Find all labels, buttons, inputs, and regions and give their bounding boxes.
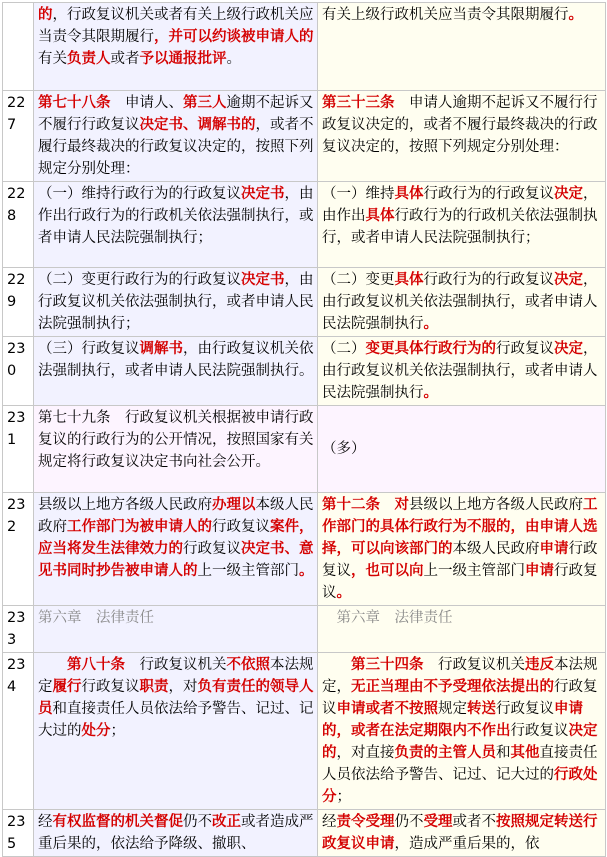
changed-text: 。 bbox=[423, 385, 438, 401]
changed-text: 申请或者不按照 bbox=[336, 701, 438, 717]
unchanged-text: ，造成严重后果的，依 bbox=[394, 836, 540, 852]
unchanged-text: 行政复议机关 bbox=[125, 657, 227, 673]
right-cell bbox=[318, 406, 606, 493]
changed-text: 决定 bbox=[554, 272, 583, 288]
unchanged-text: 第六章 法律责任 bbox=[322, 610, 453, 626]
changed-text: 变更具体行政行为的 bbox=[365, 341, 496, 357]
row-number: 227 bbox=[3, 91, 34, 182]
unchanged-text: 行政复议机关 bbox=[423, 657, 525, 673]
unchanged-text: 仍不 bbox=[394, 814, 424, 830]
left-cell bbox=[34, 406, 318, 493]
right-cell bbox=[318, 91, 606, 182]
changed-text: 。 bbox=[423, 316, 438, 332]
changed-text: 第七十八条 bbox=[38, 95, 111, 111]
changed-text: 决定书、意见书同时抄告被申请人的 bbox=[38, 541, 314, 579]
changed-text: 申请的，或者在法定期限内不作出 bbox=[322, 701, 583, 739]
unchanged-text: 第七十九条 行政复议机关根据被申请行政复议的行政行为的公开情况，按照国家有关规定将行政复议决定书向社会公开。 bbox=[38, 410, 314, 470]
changed-text: 负责的主管人员 bbox=[394, 745, 496, 761]
row-number: 232 bbox=[3, 493, 34, 606]
unchanged-text bbox=[322, 657, 351, 673]
left-cell bbox=[34, 268, 318, 337]
changed-text: 决定 bbox=[554, 341, 583, 357]
table-row bbox=[3, 91, 606, 182]
left-cell bbox=[34, 606, 318, 653]
changed-text: 调解书 bbox=[139, 341, 183, 357]
unchanged-text: 行政复议 bbox=[496, 701, 554, 717]
unchanged-text: 上一级主管部门 bbox=[423, 563, 525, 579]
unchanged-text: 逾期不起诉又不履行行政复议 bbox=[38, 95, 314, 133]
unchanged-text: 本法规定 bbox=[38, 657, 314, 695]
unchanged-text: （三）行政复议 bbox=[38, 341, 140, 357]
changed-text: 案件，应当将发生法律效力的 bbox=[38, 519, 314, 557]
unchanged-text: 规定 bbox=[438, 701, 467, 717]
unchanged-text: 申请人逾期不起诉又不履行行政复议决定的，或者不履行最终裁决的行政复议决定的，按照下列规定分别处理： bbox=[322, 95, 598, 155]
table-row bbox=[3, 493, 606, 606]
comparison-table-body bbox=[3, 3, 606, 857]
unchanged-text: ，对 bbox=[168, 679, 198, 695]
changed-text: 第三十四条 bbox=[351, 657, 424, 673]
changed-text: 不依照 bbox=[226, 657, 270, 673]
row-number bbox=[3, 3, 34, 91]
row-number: 234 bbox=[3, 653, 34, 810]
unchanged-text: ，由行政复议机关依法强制执行，或者申请人民法院强制执行。 bbox=[38, 341, 314, 379]
unchanged-text: 县级以上地方各级人民政府 bbox=[38, 497, 212, 513]
unchanged-text: 有关 bbox=[38, 51, 67, 67]
unchanged-text: ，由行政复议机关依法强制执行，或者申请人民法院强制执行； bbox=[38, 272, 314, 332]
unchanged-text: 本法规定， bbox=[322, 657, 598, 695]
unchanged-text: 第六章 法律责任 bbox=[38, 610, 154, 626]
unchanged-text: 行政行为的行政复议 bbox=[423, 272, 554, 288]
changed-text: 改正 bbox=[212, 814, 241, 830]
unchanged-text: 行政复议 bbox=[212, 519, 270, 535]
changed-text: 决定书 bbox=[241, 272, 285, 288]
table-row bbox=[3, 810, 606, 857]
unchanged-text: （一）维持 bbox=[322, 186, 395, 202]
unchanged-text: 或者不 bbox=[452, 814, 496, 830]
unchanged-text: 行政复议 bbox=[322, 541, 598, 579]
unchanged-text: 行政行为的行政机关依法强制执行，或者申请人民法院强制执行； bbox=[322, 208, 598, 246]
changed-text: 第八十条 bbox=[67, 657, 125, 673]
changed-text: 。 bbox=[568, 7, 583, 23]
table-row bbox=[3, 606, 606, 653]
changed-text: 行政处分 bbox=[322, 767, 598, 805]
changed-text: 具体 bbox=[394, 272, 424, 288]
right-cell bbox=[318, 337, 606, 406]
changed-text: 按照规定转送行政复议申请 bbox=[322, 814, 598, 852]
comparison-table bbox=[2, 2, 606, 857]
unchanged-text: 和 bbox=[496, 745, 511, 761]
row-number: 230 bbox=[3, 337, 34, 406]
changed-text: 工作部门的具体行政行为不服的，由申请人选择，可以向该部门的 bbox=[322, 497, 598, 557]
changed-text: 决定书、调解书的 bbox=[139, 117, 256, 133]
table-row bbox=[3, 337, 606, 406]
changed-text: 受理 bbox=[423, 814, 453, 830]
left-cell bbox=[34, 182, 318, 268]
unchanged-text: 行政复议 bbox=[496, 341, 554, 357]
unchanged-text: 直接责任人员依法给予警告、记过、记大过的 bbox=[322, 745, 598, 783]
left-cell bbox=[34, 493, 318, 606]
unchanged-text: 或者 bbox=[110, 51, 140, 67]
unchanged-text: 县级以上地方各级人民政府 bbox=[409, 497, 583, 513]
unchanged-text: 本级人民政府 bbox=[38, 497, 314, 535]
changed-text: 处分 bbox=[81, 723, 111, 739]
unchanged-text: （一）维持行政行为的行政复议 bbox=[38, 186, 241, 202]
unchanged-text: ，行政复议机关或者有关上级行政机关应当责令其限期履行 bbox=[38, 7, 314, 45]
unchanged-text: ； bbox=[336, 789, 351, 805]
row-number: 231 bbox=[3, 406, 34, 493]
unchanged-text: ，由行政复议机关依法强制执行，或者申请人民法院强制执行 bbox=[322, 272, 598, 332]
unchanged-text: 仍不 bbox=[183, 814, 212, 830]
left-cell bbox=[34, 91, 318, 182]
changed-text: 第十二条 对 bbox=[322, 497, 409, 513]
unchanged-text: ，由作出行政行为的行政机关依法强制执行，或者申请人民法院强制执行； bbox=[38, 186, 314, 246]
changed-text: 职责 bbox=[139, 679, 169, 695]
changed-text: 决定书 bbox=[241, 186, 285, 202]
changed-text: 。 bbox=[336, 585, 351, 601]
unchanged-text: 上一级主管部门 bbox=[197, 563, 299, 579]
unchanged-text: ，由行政复议机关依法强制执行，或者申请人民法院强制执行 bbox=[322, 341, 598, 401]
changed-text: ，也可以向 bbox=[351, 563, 424, 579]
right-cell bbox=[318, 182, 606, 268]
unchanged-text: 。 bbox=[226, 51, 241, 67]
changed-text: 无正当理由不予受理依法提出的 bbox=[351, 679, 554, 695]
changed-text: 工作部门为被申请人的 bbox=[67, 519, 212, 535]
unchanged-text: 行政复议 bbox=[81, 679, 140, 695]
changed-text: 责令受理 bbox=[336, 814, 395, 830]
table-row bbox=[3, 182, 606, 268]
changed-text: 具体 bbox=[365, 208, 395, 224]
changed-text: 违反 bbox=[525, 657, 554, 673]
changed-text: 其他 bbox=[510, 745, 540, 761]
unchanged-text bbox=[38, 657, 67, 673]
changed-text: 予以通报批评 bbox=[139, 51, 227, 67]
left-cell bbox=[34, 3, 318, 91]
unchanged-text: （二）变更 bbox=[322, 272, 395, 288]
unchanged-text: 申请人、 bbox=[110, 95, 183, 111]
table-row bbox=[3, 3, 606, 91]
right-cell bbox=[318, 3, 606, 91]
right-cell bbox=[318, 810, 606, 857]
right-cell bbox=[318, 493, 606, 606]
changed-text: 负责人 bbox=[67, 51, 111, 67]
right-cell bbox=[318, 653, 606, 810]
changed-text: 有权监督的机关督促 bbox=[52, 814, 183, 830]
unchanged-text: 本级人民政府 bbox=[452, 541, 540, 557]
left-cell bbox=[34, 653, 318, 810]
changed-text: 决定 bbox=[554, 186, 583, 202]
unchanged-text: 行政行为的行政复议 bbox=[423, 186, 554, 202]
unchanged-text: （二） bbox=[322, 341, 366, 357]
unchanged-text: 行政复议 bbox=[510, 723, 569, 739]
unchanged-text: 行政复议 bbox=[183, 541, 241, 557]
left-cell bbox=[34, 810, 318, 857]
row-number: 228 bbox=[3, 182, 34, 268]
unchanged-text: 或者造成严重后果的，依法给予降级、撤职、 bbox=[38, 814, 314, 852]
table-row bbox=[3, 268, 606, 337]
unchanged-text: ； bbox=[110, 723, 125, 739]
row-number: 235 bbox=[3, 810, 34, 857]
unchanged-text: （二）变更行政行为的行政复议 bbox=[38, 272, 241, 288]
changed-text: 第三人 bbox=[183, 95, 227, 111]
changed-text: 申请 bbox=[525, 563, 554, 579]
changed-text: 的 bbox=[38, 7, 53, 23]
table-row bbox=[3, 406, 606, 493]
unchanged-text: 经 bbox=[322, 814, 337, 830]
changed-text: 履行 bbox=[52, 679, 82, 695]
changed-text: ，并可以约谈被申请人的 bbox=[154, 29, 314, 45]
changed-text: 。 bbox=[299, 563, 314, 579]
row-number: 229 bbox=[3, 268, 34, 337]
changed-text: 决定的 bbox=[322, 723, 598, 761]
right-cell bbox=[318, 268, 606, 337]
unchanged-text: 有关上级行政机关应当责令其限期履行 bbox=[322, 7, 569, 23]
changed-text: 申请 bbox=[539, 541, 569, 557]
unchanged-text: 行政复议 bbox=[322, 679, 598, 717]
unchanged-text: ，由作出 bbox=[322, 186, 598, 224]
changed-text: 具体 bbox=[394, 186, 424, 202]
unchanged-text: 经 bbox=[38, 814, 53, 830]
unchanged-text: ，对直接 bbox=[336, 745, 395, 761]
unchanged-text: 行政复议 bbox=[322, 563, 598, 601]
changed-text: 办理以 bbox=[212, 497, 256, 513]
right-cell bbox=[318, 606, 606, 653]
row-number: 233 bbox=[3, 606, 34, 653]
changed-text: 转送 bbox=[467, 701, 496, 717]
unchanged-text: 和直接责任人员依法给予警告、记过、记大过的 bbox=[38, 701, 314, 739]
changed-text: 负有责任的领导人员 bbox=[38, 679, 314, 717]
table-row bbox=[3, 653, 606, 810]
changed-text: 第三十三条 bbox=[322, 95, 395, 111]
unchanged-text: （多） bbox=[322, 441, 366, 457]
left-cell bbox=[34, 337, 318, 406]
unchanged-text: ，或者不履行最终裁决的行政复议决定的，按照下列规定分别处理： bbox=[38, 117, 314, 177]
